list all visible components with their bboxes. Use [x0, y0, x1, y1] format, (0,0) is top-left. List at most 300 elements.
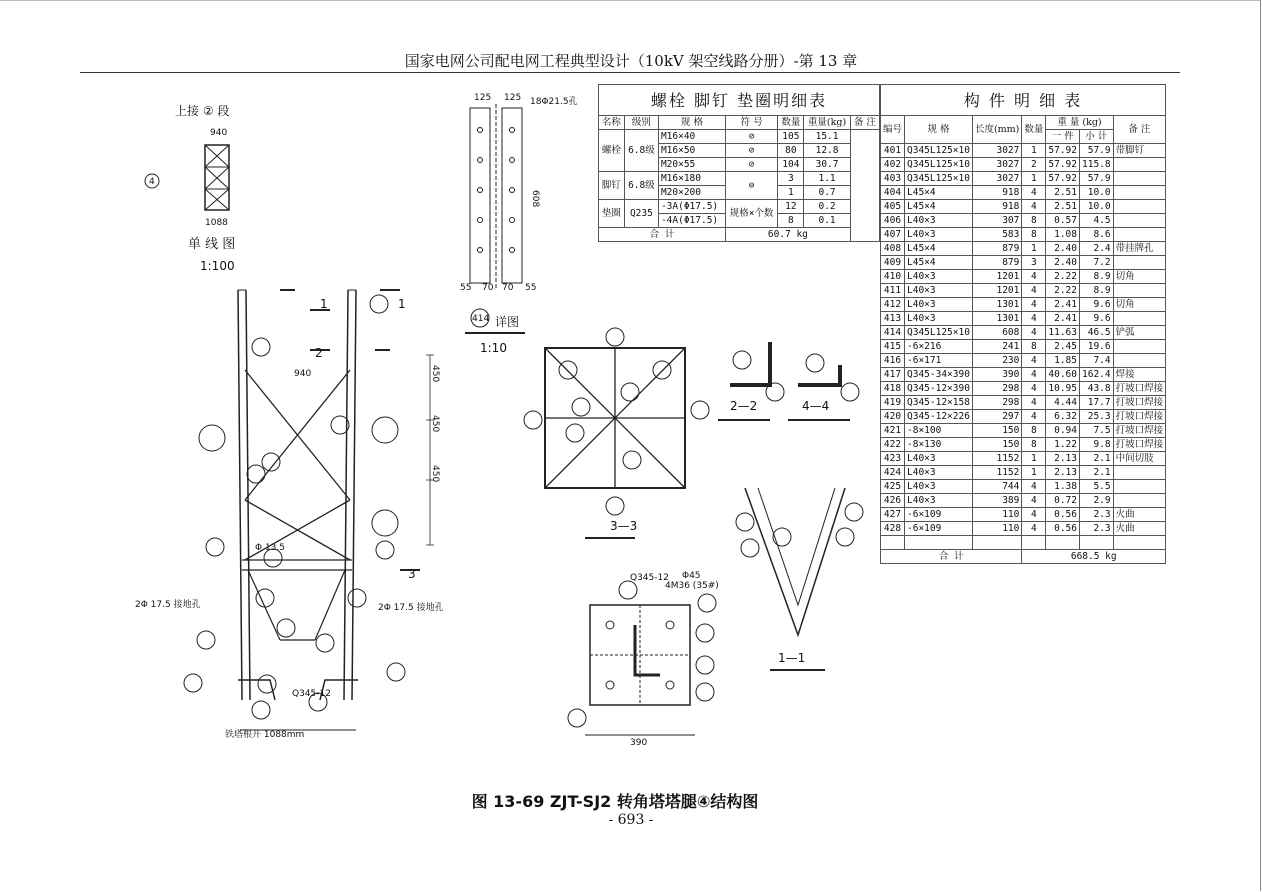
member-qty-cell: 4 [1022, 284, 1046, 298]
single-line-scale: 1:100 [200, 259, 235, 273]
symbol-cell: ⊖ [725, 172, 777, 200]
member-length-cell: 110 [972, 522, 1021, 536]
member-note-cell: 中间切肢 [1113, 452, 1166, 466]
member-spec-cell: L45×4 [905, 256, 973, 270]
page-number: - 693 - [608, 812, 654, 828]
member-each-cell: 57.92 [1046, 158, 1080, 172]
member-length-cell: 918 [972, 200, 1021, 214]
table-row [881, 186, 1166, 200]
member-note-cell: 切角 [1113, 298, 1166, 312]
detail-scale: 1:10 [480, 341, 507, 355]
member-subtotal-cell: 2.3 [1080, 508, 1114, 522]
member-each-cell: 57.92 [1046, 172, 1080, 186]
member-subtotal-cell: 17.7 [1080, 396, 1114, 410]
member-subtotal-cell: 46.5 [1080, 326, 1114, 340]
member-spec-cell: L45×4 [905, 200, 973, 214]
table-row [881, 396, 1166, 410]
member-length-cell: 1301 [972, 298, 1021, 312]
member-no-cell: 410 [881, 270, 905, 284]
section-1-1 [718, 342, 784, 420]
member-each-cell: 4.44 [1046, 396, 1080, 410]
table-row [881, 242, 1166, 256]
member-each-cell: 0.72 [1046, 494, 1080, 508]
single-line-diagram [145, 103, 235, 273]
member-header-no: 编号 [881, 116, 905, 144]
member-no-cell: 418 [881, 382, 905, 396]
member-each-cell: 0.56 [1046, 508, 1080, 522]
table-row [881, 228, 1166, 242]
member-qty-cell: 4 [1022, 396, 1046, 410]
plate-phi-label: Φ45 [682, 571, 701, 581]
member-note-cell: 打坡口焊接 [1113, 410, 1166, 424]
table-row [881, 256, 1166, 270]
member-spec-cell: -8×130 [905, 438, 973, 452]
member-length-cell: 3027 [972, 144, 1021, 158]
group-name: 螺栓 [599, 130, 625, 172]
plate-width-label: 390 [630, 738, 648, 748]
member-qty-cell: 4 [1022, 508, 1046, 522]
table-row [881, 536, 1166, 550]
group-grade: 6.8级 [624, 130, 658, 172]
member-length-cell: 298 [972, 396, 1021, 410]
weight-cell: 15.1 [804, 130, 851, 144]
member-qty-cell: 1 [1022, 466, 1046, 480]
member-each-cell: 1.85 [1046, 354, 1080, 368]
member-length-cell: 110 [972, 508, 1021, 522]
member-qty-cell: 4 [1022, 298, 1046, 312]
member-note-cell [1113, 284, 1166, 298]
total-row [881, 550, 1166, 564]
svg-text:3: 3 [408, 567, 416, 581]
member-each-cell: 11.63 [1046, 326, 1080, 340]
note-cell [850, 130, 879, 242]
member-note-cell: 焊接 [1113, 368, 1166, 382]
member-no-cell: 419 [881, 396, 905, 410]
member-note-cell: 带挂牌孔 [1113, 242, 1166, 256]
member-spec-cell: Q345L125×10 [905, 144, 973, 158]
qty-cell: 8 [778, 214, 804, 228]
member-length-cell: 389 [972, 494, 1021, 508]
detail-length: 608 [530, 190, 540, 208]
member-spec-cell: L40×3 [905, 298, 973, 312]
member-note-cell: 打坡口焊接 [1113, 424, 1166, 438]
member-no-cell: 416 [881, 354, 905, 368]
member-length-cell: 1301 [972, 312, 1021, 326]
qty-cell: 1 [778, 186, 804, 200]
member-each-cell: 2.51 [1046, 200, 1080, 214]
member-no-cell: 423 [881, 452, 905, 466]
member-header-qty: 数量 [1022, 116, 1046, 144]
spec-cell: -4A(Φ17.5) [658, 214, 725, 228]
table-row [881, 466, 1166, 480]
member-subtotal-cell: 2.1 [1080, 452, 1114, 466]
section-3-3 [524, 328, 709, 538]
table-row [881, 508, 1166, 522]
member-qty-cell: 4 [1022, 368, 1046, 382]
symbol-cell: ⊘ [725, 158, 777, 172]
table-row [881, 354, 1166, 368]
detail-top-dim-b: 125 [504, 93, 522, 103]
member-qty-cell: 4 [1022, 480, 1046, 494]
member-no-cell: 406 [881, 214, 905, 228]
member-subtotal-cell: 2.1 [1080, 466, 1114, 480]
member-each-cell: 2.22 [1046, 270, 1080, 284]
member-each-cell: 1.38 [1046, 480, 1080, 494]
member-spec-cell: Q345L125×10 [905, 326, 973, 340]
weight-cell: 12.8 [804, 144, 851, 158]
leg-number: 4 [149, 177, 155, 187]
bolt-header-qty: 数量 [778, 116, 804, 130]
member-note-cell [1113, 466, 1166, 480]
member-qty-cell: 2 [1022, 158, 1046, 172]
section-3-3-label: 3—3 [610, 519, 638, 533]
member-subtotal-cell: 8.9 [1080, 270, 1114, 284]
symbol-cell: ⊘ [725, 130, 777, 144]
member-subtotal-cell: 19.6 [1080, 340, 1114, 354]
member-length-cell: 583 [972, 228, 1021, 242]
member-note-cell [1113, 214, 1166, 228]
member-length-cell: 150 [972, 438, 1021, 452]
member-qty-cell: 4 [1022, 522, 1046, 536]
member-spec-cell: L40×3 [905, 284, 973, 298]
detail-bottom-dim-a: 55 [460, 283, 472, 293]
member-qty-cell: 1 [1022, 242, 1046, 256]
member-subtotal-cell: 9.8 [1080, 438, 1114, 452]
member-each-cell: 10.95 [1046, 382, 1080, 396]
member-no-cell: 404 [881, 186, 905, 200]
qty-cell: 104 [778, 158, 804, 172]
table-row [881, 326, 1166, 340]
member-length-cell: 879 [972, 242, 1021, 256]
header-rule [80, 72, 1180, 73]
member-header-each: 一 件 [1046, 130, 1080, 144]
member-each-cell: 2.45 [1046, 340, 1080, 354]
q345-plate-label: Q345-12 [292, 689, 331, 699]
member-no-cell: 402 [881, 158, 905, 172]
detail-bottom-dim-b: 70 [482, 283, 494, 293]
spec-cell: M20×200 [658, 186, 725, 200]
spec-cell: M16×40 [658, 130, 725, 144]
table-row [881, 312, 1166, 326]
member-header-weight: 重 量 (kg) [1046, 116, 1113, 130]
member-note-cell [1113, 200, 1166, 214]
detail-ref: 414 [472, 314, 490, 324]
member-spec-cell: L40×3 [905, 228, 973, 242]
member-each-cell: 2.40 [1046, 256, 1080, 270]
member-length-cell: 1152 [972, 452, 1021, 466]
member-length-cell: 1152 [972, 466, 1021, 480]
member-no-cell: 412 [881, 298, 905, 312]
member-spec-cell: -6×109 [905, 522, 973, 536]
member-each-cell: 0.56 [1046, 522, 1080, 536]
member-qty-cell: 8 [1022, 438, 1046, 452]
svg-text:450: 450 [430, 415, 440, 433]
member-no-cell: 417 [881, 368, 905, 382]
member-qty-cell: 4 [1022, 200, 1046, 214]
member-no-cell: 413 [881, 312, 905, 326]
member-no-cell: 409 [881, 256, 905, 270]
spec-cell: M20×55 [658, 158, 725, 172]
member-length-cell: 390 [972, 368, 1021, 382]
table-row [599, 172, 880, 186]
member-each-cell: 2.13 [1046, 466, 1080, 480]
member-spec-cell: -6×216 [905, 340, 973, 354]
member-qty-cell: 8 [1022, 424, 1046, 438]
member-each-cell: 2.41 [1046, 298, 1080, 312]
member-subtotal-cell: 43.8 [1080, 382, 1114, 396]
member-spec-cell: L40×3 [905, 452, 973, 466]
member-no-cell: 415 [881, 340, 905, 354]
member-qty-cell: 3 [1022, 256, 1046, 270]
member-subtotal-cell: 2.3 [1080, 522, 1114, 536]
svg-text:450: 450 [430, 465, 440, 483]
detail-top-dim-a: 125 [474, 93, 492, 103]
member-no-cell: 425 [881, 480, 905, 494]
member-spec-cell: L40×3 [905, 270, 973, 284]
member-qty-cell: 4 [1022, 494, 1046, 508]
member-spec-cell: L40×3 [905, 214, 973, 228]
member-note-cell [1113, 312, 1166, 326]
svg-text:1: 1 [320, 297, 328, 311]
member-header-subtotal: 小 计 [1080, 130, 1114, 144]
table-row [881, 424, 1166, 438]
member-each-cell: 2.13 [1046, 452, 1080, 466]
member-note-cell [1113, 494, 1166, 508]
member-qty-cell: 8 [1022, 214, 1046, 228]
member-spec-cell: Q345-34×390 [905, 368, 973, 382]
ground-hole-label-a: 2Φ 17.5 接地孔 [135, 600, 201, 610]
table-row [599, 200, 880, 214]
member-spec-cell: Q345L125×10 [905, 158, 973, 172]
member-length-cell: 879 [972, 256, 1021, 270]
member-length-cell: 3027 [972, 158, 1021, 172]
member-subtotal-cell: 57.9 [1080, 144, 1114, 158]
group-name: 脚钉 [599, 172, 625, 200]
root-width-label: 铁塔根开 1088mm [225, 730, 305, 740]
member-length-cell: 744 [972, 480, 1021, 494]
member-table-title: 构 件 明 细 表 [881, 85, 1166, 116]
table-row [881, 452, 1166, 466]
section-2-2 [788, 354, 859, 420]
member-length-cell: 1201 [972, 270, 1021, 284]
table-row [881, 270, 1166, 284]
member-spec-cell: L40×3 [905, 312, 973, 326]
member-qty-cell: 4 [1022, 270, 1046, 284]
member-note-cell [1113, 172, 1166, 186]
member-each-cell: 1.22 [1046, 438, 1080, 452]
section-1-1-label: 2—2 [730, 399, 758, 413]
bolt-header-spec: 规 格 [658, 116, 725, 130]
table-row [881, 284, 1166, 298]
member-each-cell: 2.40 [1046, 242, 1080, 256]
member-no-cell: 428 [881, 522, 905, 536]
member-note-cell: 打坡口焊接 [1113, 382, 1166, 396]
single-line-top-label: 上接 ② 段 [175, 104, 230, 118]
member-length-cell: 150 [972, 424, 1021, 438]
group-grade: 6.8级 [624, 172, 658, 200]
member-length-cell: 241 [972, 340, 1021, 354]
member-no-cell: 411 [881, 284, 905, 298]
bolt-header-note: 备 注 [850, 116, 879, 130]
table-row [881, 172, 1166, 186]
member-no-cell: 403 [881, 172, 905, 186]
table-row [881, 200, 1166, 214]
member-qty-cell: 1 [1022, 172, 1046, 186]
svg-text:450: 450 [430, 365, 440, 383]
table-row [881, 522, 1166, 536]
member-no-cell: 405 [881, 200, 905, 214]
member-each-cell: 40.60 [1046, 368, 1080, 382]
detail-bottom-dim-d: 55 [525, 283, 537, 293]
section-4-4 [736, 488, 863, 670]
leg-elevation [135, 290, 444, 740]
member-spec-cell: Q345-12×226 [905, 410, 973, 424]
member-note-cell [1113, 158, 1166, 172]
bolt-header-symbol: 符 号 [725, 116, 777, 130]
member-table [880, 84, 1166, 564]
bolt-table-title: 螺栓 脚钉 垫圈明细表 [599, 85, 880, 116]
member-length-cell: 307 [972, 214, 1021, 228]
weight-cell: 0.7 [804, 186, 851, 200]
member-subtotal-cell: 9.6 [1080, 312, 1114, 326]
detail-title: 详图 [495, 315, 520, 329]
weight-cell: 30.7 [804, 158, 851, 172]
member-note-cell [1113, 228, 1166, 242]
member-total-value: 668.5 kg [1022, 550, 1166, 564]
member-note-cell: 打坡口焊接 [1113, 438, 1166, 452]
member-note-cell: 火曲 [1113, 508, 1166, 522]
qty-cell: 12 [778, 200, 804, 214]
member-length-cell: 230 [972, 354, 1021, 368]
table-row [881, 410, 1166, 424]
member-subtotal-cell: 7.2 [1080, 256, 1114, 270]
member-subtotal-cell: 7.4 [1080, 354, 1114, 368]
member-qty-cell: 4 [1022, 410, 1046, 424]
member-qty-cell: 4 [1022, 186, 1046, 200]
group-grade: Q235 [624, 200, 658, 228]
member-subtotal-cell: 2.4 [1080, 242, 1114, 256]
member-header-length: 长度(mm) [972, 116, 1021, 144]
page-header: 国家电网公司配电网工程典型设计（10kV 架空线路分册）-第 13 章 [404, 52, 858, 70]
member-spec-cell: Q345-12×390 [905, 382, 973, 396]
member-note-cell [1113, 340, 1166, 354]
spec-cell: M16×50 [658, 144, 725, 158]
member-spec-cell: Q345-12×158 [905, 396, 973, 410]
weight-cell: 1.1 [804, 172, 851, 186]
member-each-cell: 57.92 [1046, 144, 1080, 158]
member-qty-cell: 4 [1022, 312, 1046, 326]
member-each-cell: 2.41 [1046, 312, 1080, 326]
member-qty-cell: 8 [1022, 340, 1046, 354]
member-length-cell: 1201 [972, 284, 1021, 298]
diameter-label: Φ 13.5 [255, 543, 285, 553]
member-total-label: 合 计 [881, 550, 1022, 564]
member-no-cell: 407 [881, 228, 905, 242]
member-note-cell: 铲弧 [1113, 326, 1166, 340]
member-subtotal-cell: 25.3 [1080, 410, 1114, 424]
member-note-cell: 打坡口焊接 [1113, 396, 1166, 410]
member-length-cell: 298 [972, 382, 1021, 396]
member-subtotal-cell: 8.9 [1080, 284, 1114, 298]
member-no-cell: 408 [881, 242, 905, 256]
dim-940: 940 [210, 128, 228, 138]
member-no-cell: 420 [881, 410, 905, 424]
dim-1088: 1088 [205, 218, 228, 228]
member-spec-cell: Q345L125×10 [905, 172, 973, 186]
member-spec-cell: L40×3 [905, 494, 973, 508]
member-spec-cell: L40×3 [905, 466, 973, 480]
member-note-cell: 切角 [1113, 270, 1166, 284]
member-subtotal-cell: 5.5 [1080, 480, 1114, 494]
member-spec-cell: -6×171 [905, 354, 973, 368]
weight-cell: 0.1 [804, 214, 851, 228]
member-spec-cell: -8×100 [905, 424, 973, 438]
member-no-cell: 426 [881, 494, 905, 508]
member-no-cell: 421 [881, 424, 905, 438]
member-qty-cell: 8 [1022, 228, 1046, 242]
table-row [881, 214, 1166, 228]
member-dim-940: 940 [294, 369, 312, 379]
bolt-header-name: 名称 [599, 116, 625, 130]
member-each-cell: 6.32 [1046, 410, 1080, 424]
member-each-cell: 2.51 [1046, 186, 1080, 200]
member-spec-cell: L40×3 [905, 480, 973, 494]
member-note-cell [1113, 186, 1166, 200]
member-length-cell: 608 [972, 326, 1021, 340]
detail-hole-note: 18Φ21.5孔 [530, 97, 578, 107]
figure-caption: 图 13-69 ZJT-SJ2 转角塔塔腿④结构图 [471, 792, 759, 811]
member-subtotal-cell: 8.6 [1080, 228, 1114, 242]
bolt-header-grade: 级别 [624, 116, 658, 130]
member-each-cell: 0.57 [1046, 214, 1080, 228]
detail-414 [460, 93, 578, 355]
member-no-cell: 422 [881, 438, 905, 452]
member-subtotal-cell: 57.9 [1080, 172, 1114, 186]
spec-cell: M16×180 [658, 172, 725, 186]
member-note-cell: 带脚钉 [1113, 144, 1166, 158]
qty-cell: 105 [778, 130, 804, 144]
symbol-cell: 规格×个数 [725, 200, 777, 228]
member-subtotal-cell: 2.9 [1080, 494, 1114, 508]
table-row [881, 382, 1166, 396]
member-header-note: 备 注 [1113, 116, 1166, 144]
member-no-cell: 424 [881, 466, 905, 480]
member-qty-cell: 4 [1022, 326, 1046, 340]
bolt-total-label: 合 计 [599, 228, 726, 242]
table-row [881, 158, 1166, 172]
plate-bolts-label: 4M36 (35#) [665, 581, 719, 591]
ground-hole-label-b: 2Φ 17.5 接地孔 [378, 603, 444, 613]
member-subtotal-cell: 10.0 [1080, 200, 1114, 214]
member-no-cell: 414 [881, 326, 905, 340]
member-no-cell: 401 [881, 144, 905, 158]
qty-cell: 3 [778, 172, 804, 186]
table-row [881, 368, 1166, 382]
member-each-cell: 0.94 [1046, 424, 1080, 438]
member-qty-cell: 1 [1022, 144, 1046, 158]
detail-bottom-dim-c: 70 [502, 283, 514, 293]
bolt-header-weight: 重量(kg) [804, 116, 851, 130]
member-note-cell [1113, 354, 1166, 368]
member-subtotal-cell: 9.6 [1080, 298, 1114, 312]
symbol-cell: ⊘ [725, 144, 777, 158]
member-note-cell: 火曲 [1113, 522, 1166, 536]
section-4-4-label: 1—1 [778, 651, 806, 665]
section-2-2-label: 4—4 [802, 399, 830, 413]
plate-q345-label: Q345-12 [630, 573, 669, 583]
spec-cell: -3A(Φ17.5) [658, 200, 725, 214]
member-note-cell [1113, 480, 1166, 494]
